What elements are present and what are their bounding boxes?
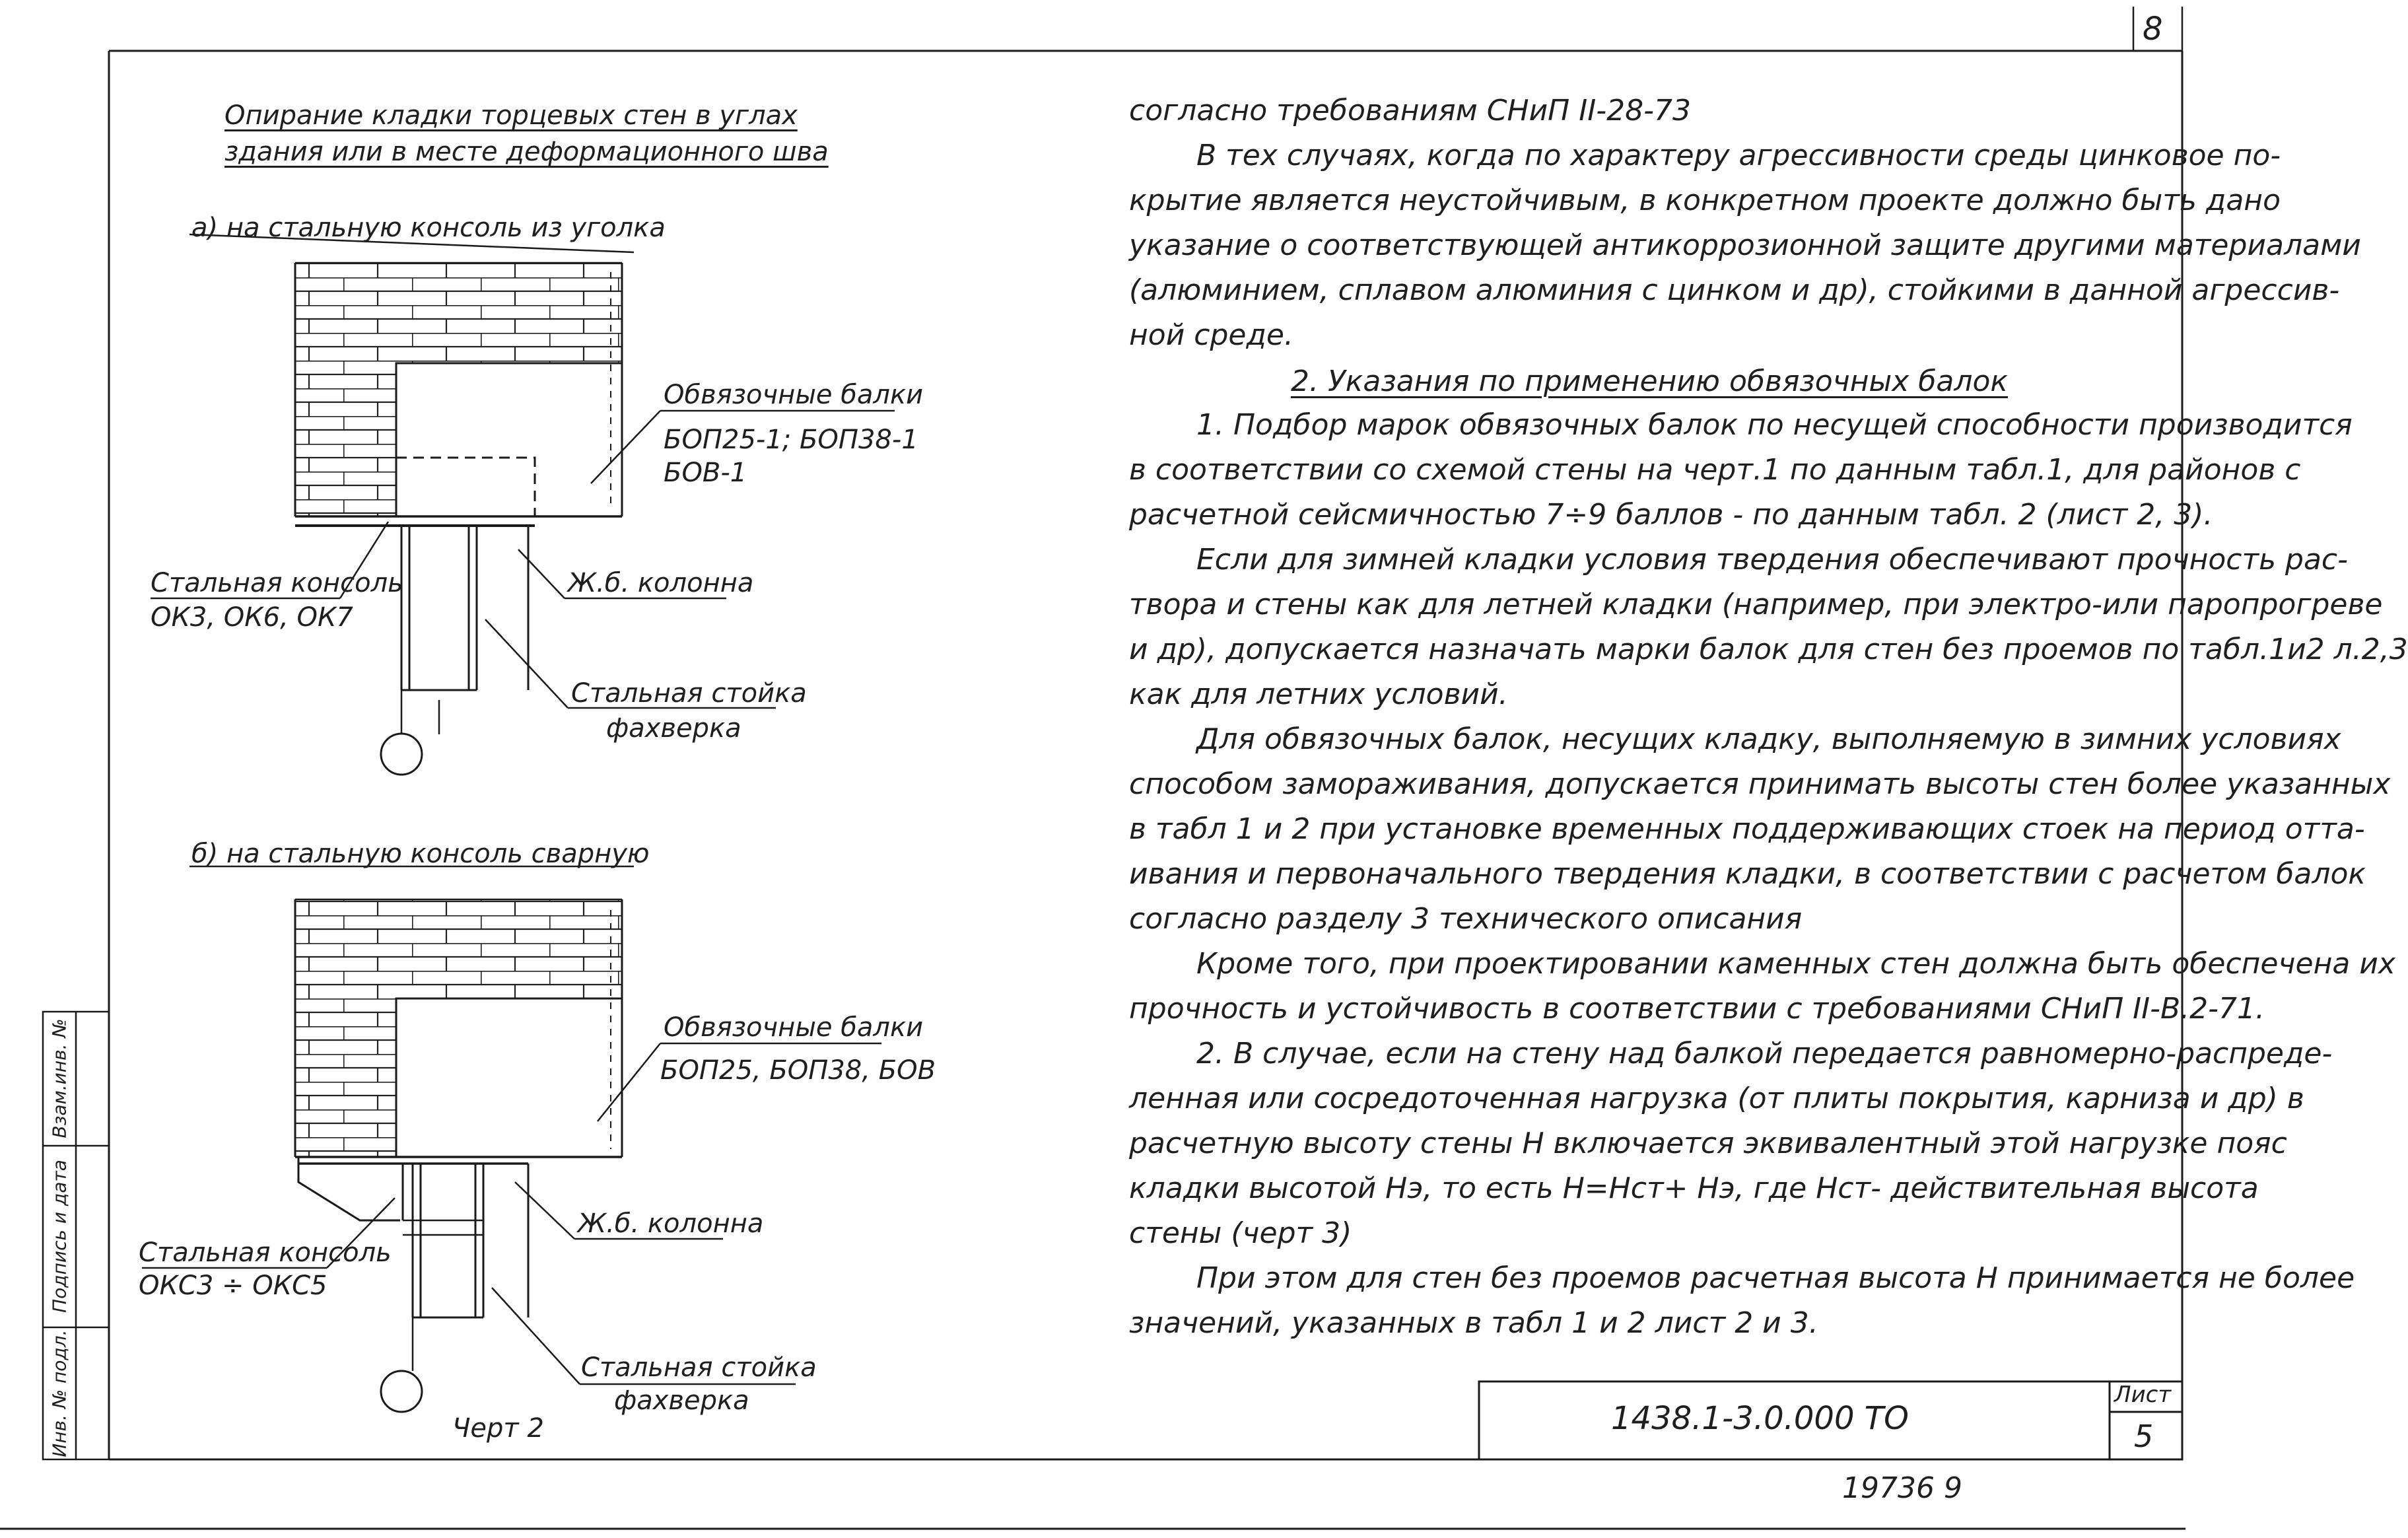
body-line: Кроме того, при проектировании каменных стен должна быть обеспечена их <box>1196 947 2395 981</box>
figure-a-post-label: Стальная стойка <box>571 678 807 709</box>
body-line: в табл 1 и 2 при установке временных поддерживающих стоек на период отта- <box>1129 812 2365 846</box>
document-code: 1438.1-3.0.000 ТО <box>1611 1400 1909 1437</box>
body-line: прочность и устойчивость в соответствии с требованиями СНиП II-В.2-71. <box>1129 992 2265 1026</box>
drawing-caption: Черт 2 <box>452 1413 544 1444</box>
body-line: (алюминием, сплавом алюминия с цинком и др), стойкими в данной агрессив- <box>1129 273 2340 307</box>
figure-a-caption: а) на стальную консоль из уголка <box>191 213 666 243</box>
body-line: способом замораживания, допускается принимать высоты стен более указанных <box>1129 767 2391 801</box>
figure-a-console-label: Стальная консоль <box>151 568 403 598</box>
body-line: как для летних условий. <box>1129 678 1508 711</box>
body-line: ной среде. <box>1129 318 1293 352</box>
body-line: значений, указанных в табл 1 и 2 лист 2 и 3. <box>1129 1306 1818 1340</box>
section-title-line-2: здания или в месте деформационного шва <box>224 137 829 167</box>
figure-b-console-marks: ОКС3 ÷ ОКС5 <box>139 1271 327 1301</box>
body-line: крытие является неустойчивым, в конкретном проекте должно быть дано <box>1129 184 2281 217</box>
stamp-replaced-inv: Взам.инв. № <box>48 1018 71 1138</box>
body-line: 1. Подбор марок обвязочных балок по несущей способности производится <box>1196 408 2353 442</box>
body-line: расчетной сейсмичностью 7÷9 баллов - по данным табл. 2 (лист 2, 3). <box>1129 498 2213 532</box>
figure-a-column-label: Ж.б. колонна <box>568 568 754 598</box>
figure-b-drawing <box>295 899 622 1412</box>
section-title-line-1: Опирание кладки торцевых стен в углах <box>224 100 798 131</box>
figure-a-console-marks: ОК3, ОК6, ОК7 <box>151 602 353 633</box>
body-line: стены (черт 3) <box>1129 1216 1352 1250</box>
body-line: 2. В случае, если на стену над балкой передается равномерно-распреде- <box>1196 1037 2333 1070</box>
sheet-label: Лист <box>2114 1381 2172 1408</box>
figure-b-beams-label: Обвязочные балки <box>664 1012 924 1043</box>
stamp-original-inv: Инв. № подл. <box>48 1329 71 1457</box>
figure-a-beams-label: Обвязочные балки <box>664 380 924 410</box>
body-line: согласно разделу 3 технического описания <box>1129 902 1803 936</box>
archive-number: 19736 9 <box>1842 1471 1962 1505</box>
corner-sheet-number: 8 <box>2143 11 2163 48</box>
figure-a-beams-marks-1: БОП25-1; БОП38-1 <box>664 425 918 455</box>
body-line: и др), допускается назначать марки балок для стен без проемов по табл.1и2 л.2,3 <box>1129 633 2408 666</box>
figure-b-beams-marks: БОП25, БОП38, БОВ <box>660 1055 936 1086</box>
body-line: согласно требованиям СНиП II-28-73 <box>1129 94 1691 127</box>
body-line: Для обвязочных балок, несущих кладку, выполняемую в зимних условиях <box>1196 722 2341 756</box>
figure-a-post-label-2: фахверка <box>606 713 741 744</box>
body-line: При этом для стен без проемов расчетная высота Н принимается не более <box>1196 1261 2355 1295</box>
body-line: расчетную высоту стены Н включается эквивалентный этой нагрузке пояс <box>1129 1127 2287 1160</box>
figure-b-caption: б) на стальную консоль сварную <box>191 839 650 869</box>
body-line: в соответствии со схемой стены на черт.1 по данным табл.1, для районов с <box>1129 453 2301 487</box>
body-line: В тех случаях, когда по характеру агрессивности среды цинковое по- <box>1196 139 2281 172</box>
stamp-signature-date: Подпись и дата <box>48 1160 71 1313</box>
figure-b-column-label: Ж.б. колонна <box>578 1208 764 1239</box>
body-line: указание о соответствующей антикоррозионной защите другими материалами <box>1129 228 2361 262</box>
figure-a-beams-marks-2: БОВ-1 <box>664 458 747 488</box>
figure-b-post-label-2: фахверка <box>614 1385 749 1416</box>
body-line: ленная или сосредоточенная нагрузка (от плиты покрытия, карниза и др) в <box>1129 1082 2304 1115</box>
section-heading: 2. Указания по применению обвязочных балок <box>1291 365 2008 398</box>
body-line: ивания и первоначального твердения кладки, в соответствии с расчетом балок <box>1129 857 2366 891</box>
body-line: кладки высотой Нэ, то есть Н=Нст+ Нэ, где Нст- действительная высота <box>1129 1171 2259 1205</box>
body-line: Если для зимней кладки условия твердения обеспечивают прочность рас- <box>1196 543 2348 577</box>
figure-b-post-label: Стальная стойка <box>581 1352 817 1383</box>
sheet-number: 5 <box>2134 1418 2154 1454</box>
figure-b-console-label: Стальная консоль <box>139 1238 392 1268</box>
body-line: твора и стены как для летней кладки (например, при электро-или паропрогреве <box>1129 588 2383 621</box>
